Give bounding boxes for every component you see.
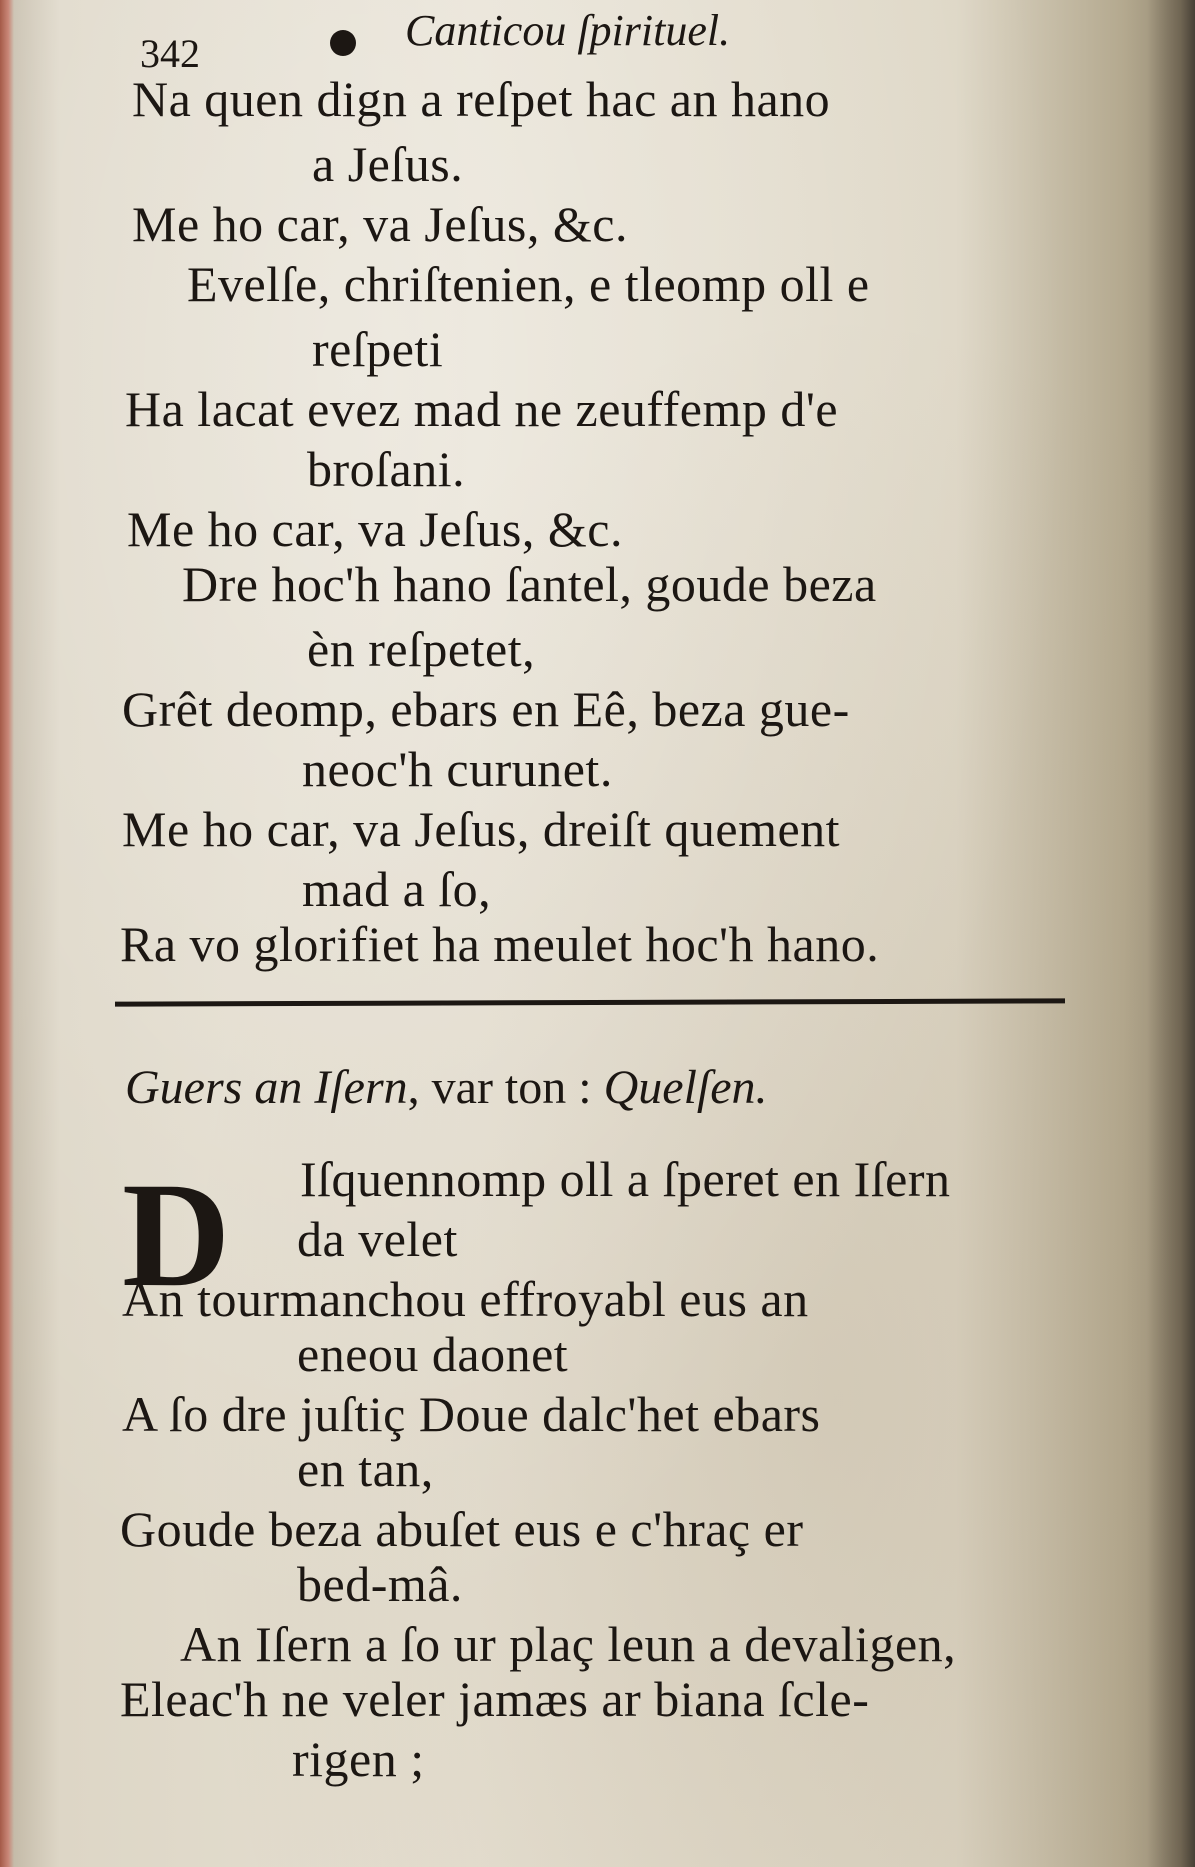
verse-line: Ha lacat evez mad ne zeuffemp d'e: [125, 381, 839, 437]
verse-line: Na quen dign a reſpet hac an hano: [132, 71, 831, 127]
verse-line: Goude beza abuſet eus e c'hraç er: [120, 1501, 804, 1557]
verse-line: reſpeti: [312, 321, 444, 377]
verse-line: bed-mâ.: [297, 1556, 463, 1612]
verse-line: da velet: [297, 1211, 458, 1267]
verse-line: Me ho car, va Jeſus, &c.: [127, 501, 623, 557]
verse-line: A ſo dre juſtiç Doue dalc'het ebars: [122, 1386, 821, 1442]
verse-line: Dre hoc'h hano ſantel, goude beza: [182, 556, 877, 612]
spine-edge: [0, 0, 14, 1867]
verse-line: Iſquennomp oll a ſperet en Iſern: [300, 1151, 951, 1207]
running-title: Canticou ſpirituel.: [405, 6, 731, 55]
page-number: 342: [140, 31, 200, 76]
verse-line: An tourmanchou effroyabl eus an: [122, 1271, 809, 1327]
song-tune-label: , var ton :: [407, 1061, 604, 1114]
verse-line: a Jeſus.: [312, 136, 464, 192]
verse-line: An Iſern a ſo ur plaç leun a devaligen,: [180, 1616, 957, 1672]
verse-line: Evelſe, chriſtenien, e tleomp oll e: [187, 256, 870, 312]
verse-line: Eleac'h ne veler jamæs ar biana ſcle-: [120, 1671, 870, 1727]
section-divider: [115, 998, 1065, 1006]
verse-line: Me ho car, va Jeſus, &c.: [132, 196, 628, 252]
page-edge-shadow: [1147, 0, 1195, 1867]
verse-line: en tan,: [297, 1441, 434, 1497]
verse-line: Grêt deomp, ebars en Eê, beza gue-: [122, 681, 850, 737]
verse-line: eneou daonet: [297, 1326, 569, 1382]
verse-line: mad a ſo,: [302, 861, 492, 917]
drop-cap: D: [122, 1152, 231, 1318]
verse-line: neoc'h curunet.: [302, 741, 613, 797]
verse-line: èn reſpetet,: [307, 621, 536, 677]
song-name: Guers an Iſern: [125, 1061, 408, 1114]
verse-line: rigen ;: [292, 1731, 425, 1787]
song-tune: Quelſen.: [603, 1061, 768, 1114]
verse-line: broſani.: [307, 441, 466, 497]
verse-line: Me ho car, va Jeſus, dreiſt quement: [122, 801, 841, 857]
verse-line: Ra vo glorifiet ha meulet hoc'h hano.: [120, 916, 880, 972]
ink-dot: [330, 30, 356, 56]
song-title: [125, 1060, 768, 1115]
